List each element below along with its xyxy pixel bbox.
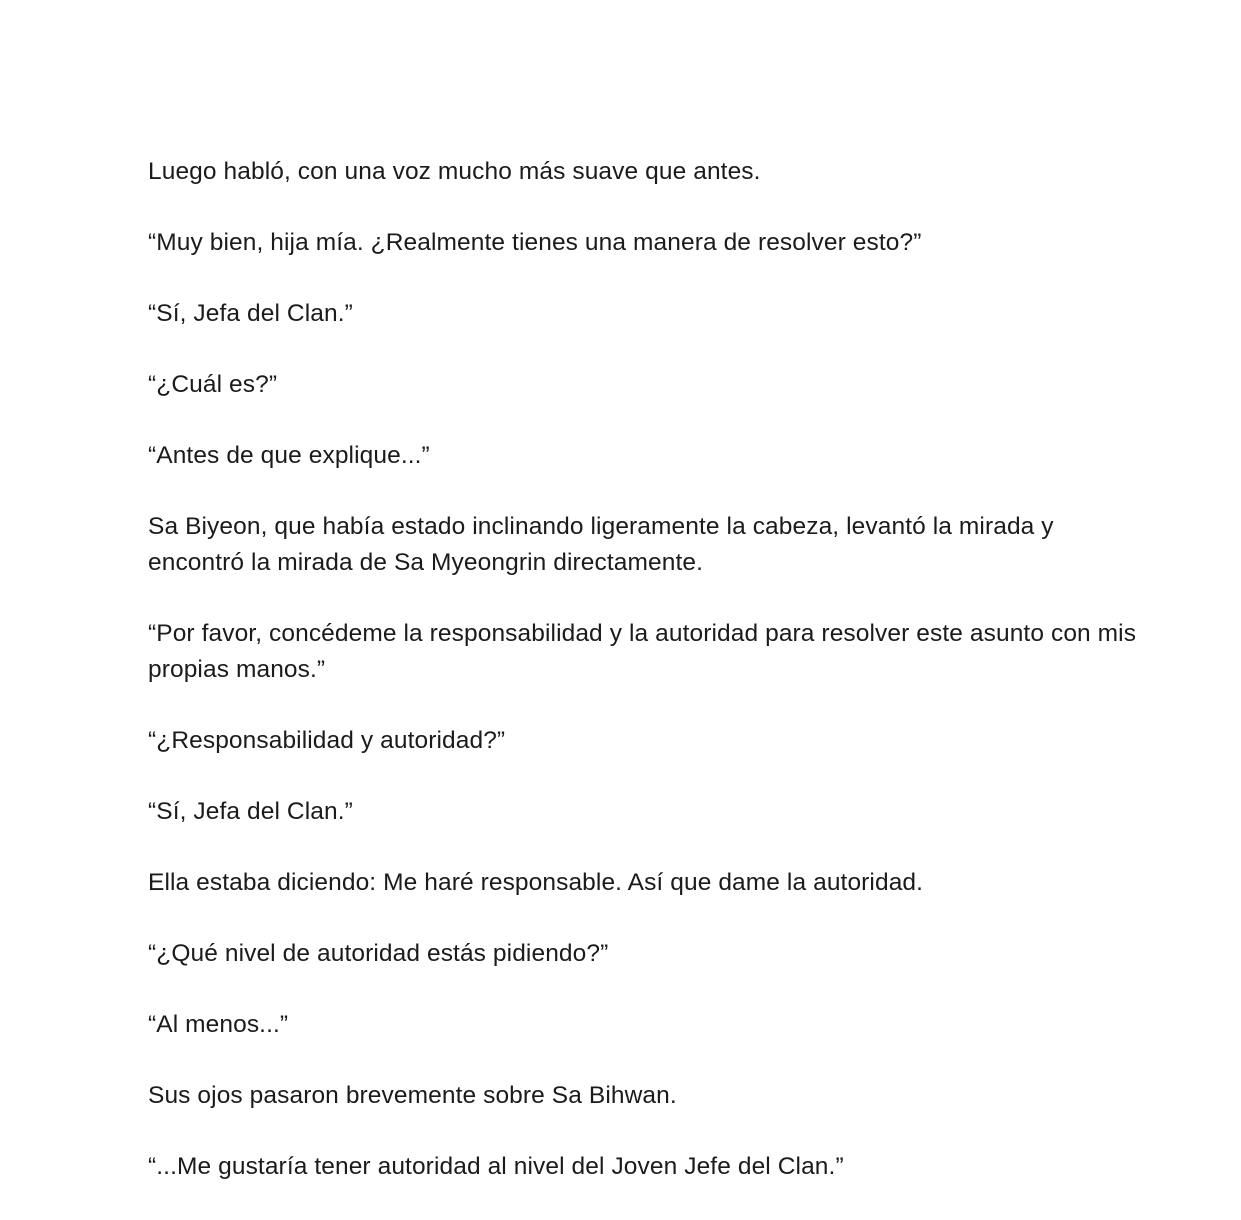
paragraph: Ella estaba diciendo: Me haré responsable. Así que dame la autoridad. xyxy=(148,869,924,896)
paragraph: “Antes de que explique...” xyxy=(148,442,430,469)
paragraph: Luego habló, con una voz mucho más suave que antes. xyxy=(148,158,761,185)
paragraph: “Por favor, concédeme la responsabilidad y la autoridad para resolver este asunto con mis propias manos.” xyxy=(148,620,1137,683)
paragraph: “Sí, Jefa del Clan.” xyxy=(148,300,353,327)
paragraph: “¿Cuál es?” xyxy=(148,371,278,398)
paragraph: “Al menos...” xyxy=(148,1011,289,1038)
document-body xyxy=(148,154,1138,1220)
paragraph: “...Me gustaría tener autoridad al nivel del Joven Jefe del Clan.” xyxy=(148,1153,844,1180)
paragraph: Sus ojos pasaron brevemente sobre Sa Bihwan. xyxy=(148,1082,677,1109)
paragraph: “¿Qué nivel de autoridad estás pidiendo?” xyxy=(148,940,609,967)
paragraph: “¿Responsabilidad y autoridad?” xyxy=(148,727,506,754)
paragraph: “Sí, Jefa del Clan.” xyxy=(148,798,353,825)
paragraph: Sa Biyeon, que había estado inclinando ligeramente la cabeza, levantó la mirada y encontró la mirada de Sa Myeongrin directamente. xyxy=(148,513,1054,576)
paragraph: “Muy bien, hija mía. ¿Realmente tienes una manera de resolver esto?” xyxy=(148,229,922,256)
